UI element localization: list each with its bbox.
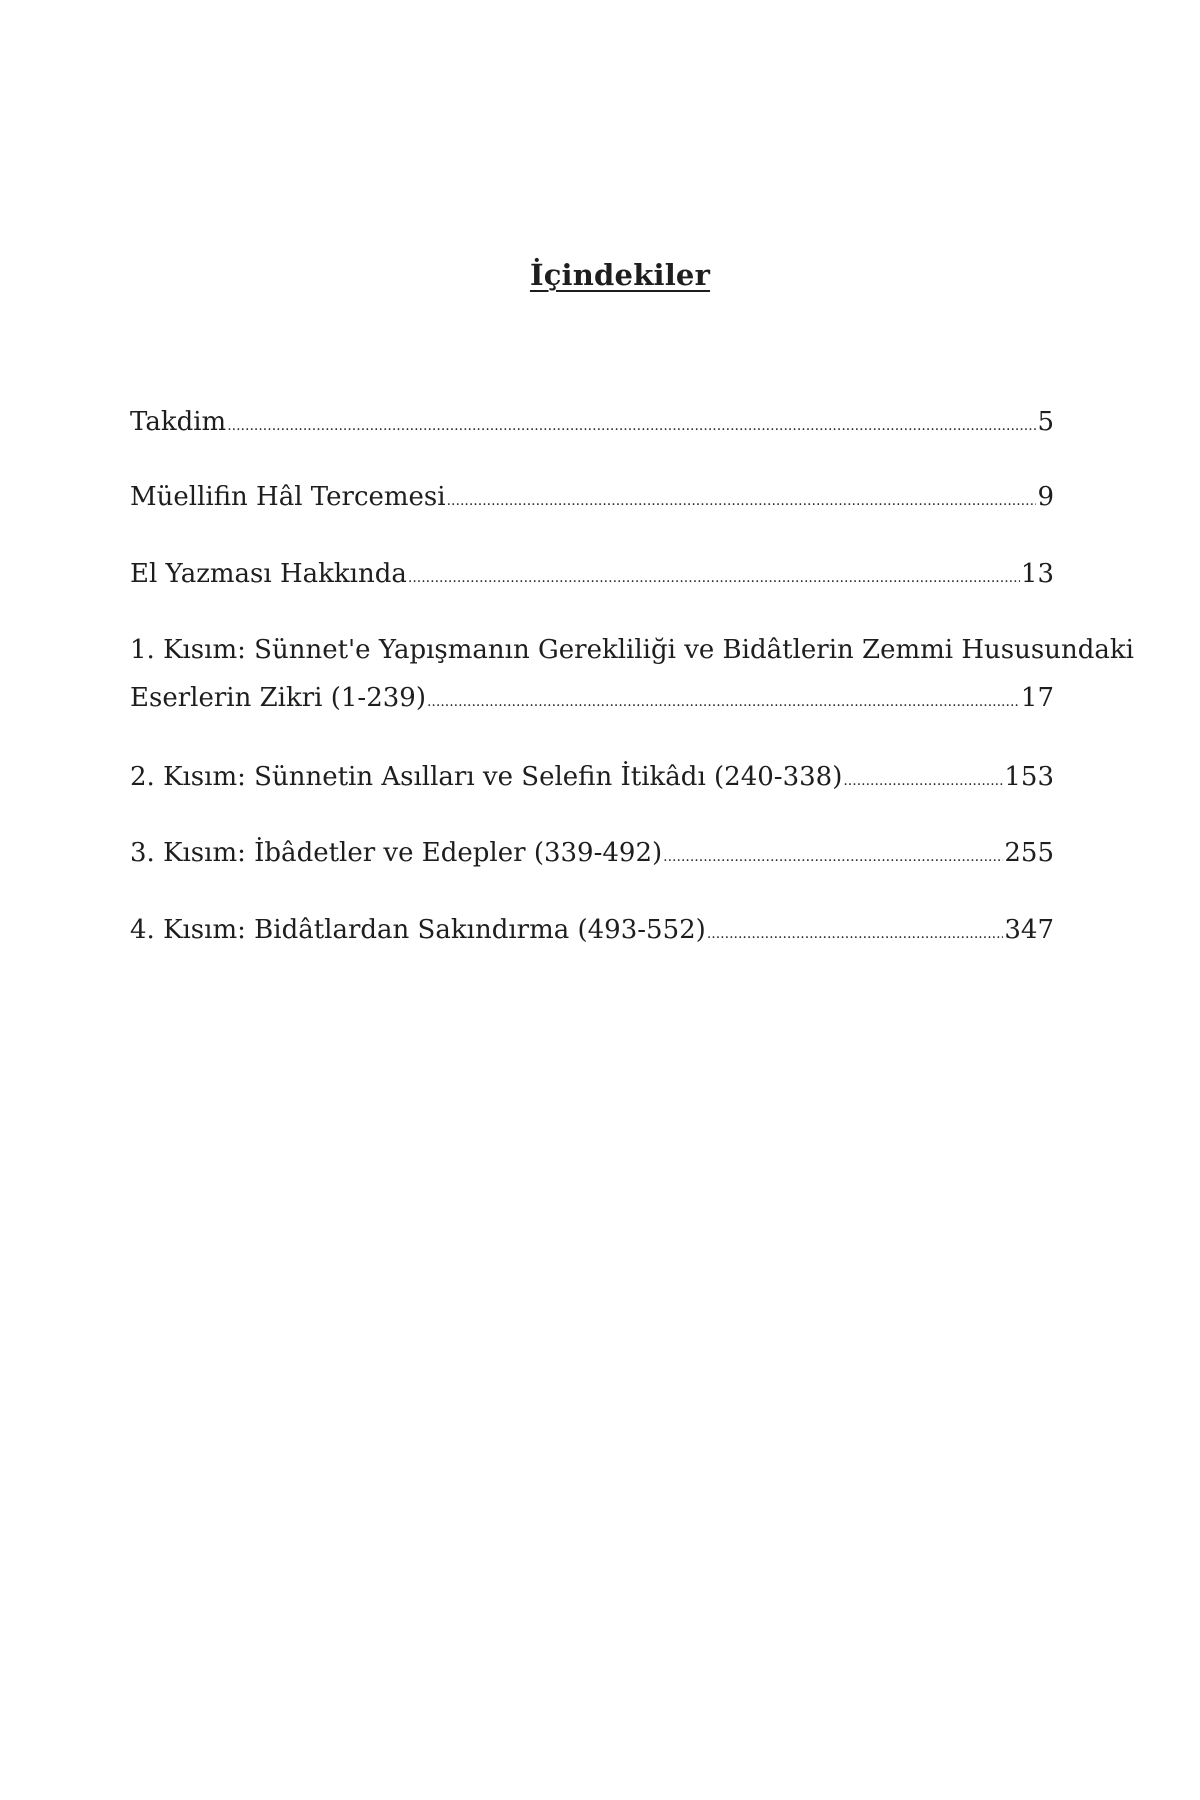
dot-leader: [227, 406, 1036, 446]
dot-leader: [447, 481, 1037, 521]
toc-entry-page: 9: [1037, 482, 1054, 512]
toc-entry-page: 13: [1020, 559, 1054, 589]
toc-entry[interactable]: [130, 757, 1054, 797]
toc-entry-label: Takdim: [130, 407, 227, 437]
toc-entry[interactable]: [130, 402, 1054, 442]
dot-leader: [408, 558, 1020, 598]
toc-entry-label-line1: 1. Kısım: Sünnet'e Yapışmanın Gerekliliği ve Bidâtlerin Zemmi Hususundaki: [130, 635, 1134, 665]
dot-leader: [663, 837, 1003, 877]
toc-entry[interactable]: [130, 833, 1054, 873]
toc-entry-label: Eserlerin Zikri (1-239): [130, 683, 426, 713]
toc-entry-page: 153: [1004, 762, 1054, 792]
toc-entry-page: 5: [1037, 407, 1054, 437]
toc-entry-page: 347: [1004, 915, 1054, 945]
toc-entry-label: El Yazması Hakkında: [130, 559, 407, 589]
toc-entry[interactable]: [130, 630, 1134, 718]
toc-entry-label: 2. Kısım: Sünnetin Asılları ve Selefin İtikâdı (240-338): [130, 762, 843, 792]
dot-leader: [843, 761, 1003, 801]
toc-title: İçindekiler: [529, 258, 711, 292]
toc-entry-label: Müellifin Hâl Tercemesi: [130, 482, 446, 512]
toc-entry[interactable]: [130, 554, 1054, 594]
toc-entry-page: 255: [1004, 838, 1054, 868]
dot-leader: [427, 682, 1020, 722]
dot-leader: [707, 914, 1004, 954]
toc-entry-page: 17: [1020, 683, 1054, 713]
toc-entry-label: 3. Kısım: İbâdetler ve Edepler (339-492): [130, 838, 663, 868]
toc-entry[interactable]: [130, 477, 1054, 517]
toc-entry[interactable]: [130, 910, 1054, 950]
toc-entry-label: 4. Kısım: Bidâtlardan Sakındırma (493-552): [130, 915, 706, 945]
